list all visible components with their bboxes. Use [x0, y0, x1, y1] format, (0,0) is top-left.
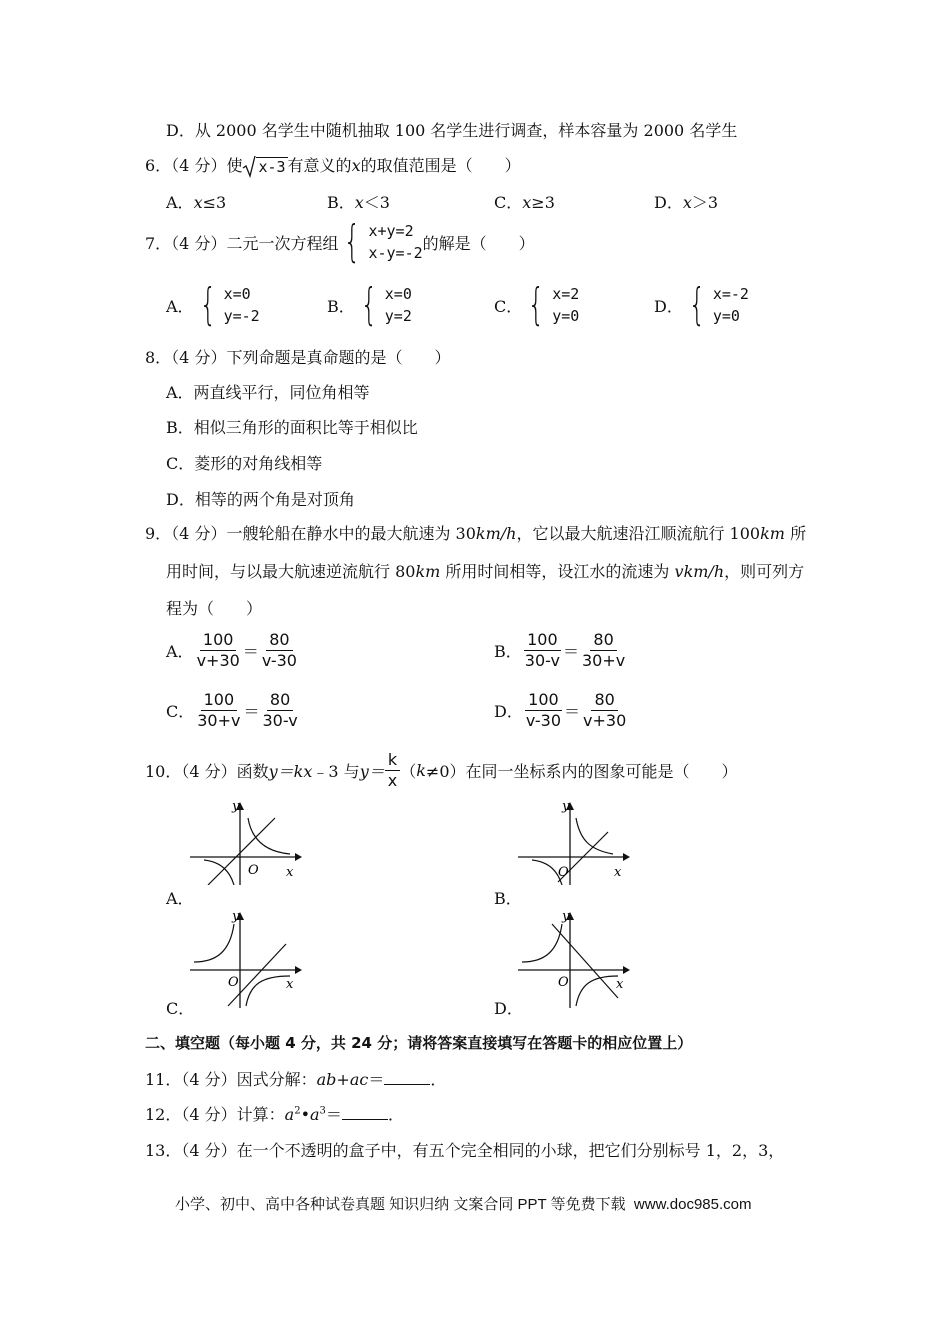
q9-text: 9．（4 分）一艘轮船在静水中的最大航速为 30 [145, 524, 476, 543]
denominator: v+30 [196, 651, 240, 670]
q8-option-d: D．相等的两个角是对顶角 [166, 490, 355, 509]
q12-prefix: 12．（4 分）计算： [145, 1105, 285, 1124]
denominator: x [387, 771, 398, 790]
fraction [194, 690, 243, 731]
q10-label-c: C． [166, 999, 195, 1018]
q6-suffix-a: 有意义的 [287, 156, 352, 175]
q7-suffix: 的解是（ ） [422, 233, 535, 253]
q6-sqrt [242, 155, 287, 179]
equals: ＝ [325, 1105, 342, 1124]
option-row: x=2 [552, 285, 580, 303]
fraction [260, 690, 301, 731]
q11 [145, 1067, 446, 1090]
q8-option-c: C．菱形的对角线相等 [166, 454, 323, 473]
brace-icon: { [344, 216, 361, 267]
numerator: 100 [201, 690, 238, 711]
origin-label: O [558, 865, 569, 880]
option-rel: ≥3 [531, 193, 555, 212]
q12-exponent: 2 [294, 1105, 301, 1117]
x-label: x [286, 977, 294, 992]
q9-line2 [166, 559, 804, 582]
option-label: C． [166, 702, 195, 721]
q6-stem [145, 153, 521, 179]
numerator: 80 [266, 630, 292, 651]
q9-option-b [494, 630, 628, 671]
section-2-title: 二、填空题（每小题 4 分，共 24 分；请将答案直接填写在答题卡的相应位置上） [145, 1034, 693, 1052]
q9-line3: 程为（ ） [166, 599, 263, 618]
equals: ＝ [564, 702, 581, 721]
option-label: B． [327, 193, 355, 212]
q10-graph-c [190, 910, 305, 1010]
q6-suffix-b: 的取值范围是（ ） [360, 156, 521, 175]
q11-expr: ab+ac [316, 1070, 369, 1089]
fraction [522, 630, 563, 671]
q9-unit: km/h [683, 562, 725, 581]
brace-icon: { [360, 279, 378, 330]
denominator: v-30 [261, 651, 297, 670]
x-label: x [616, 977, 624, 992]
option-row: y=2 [384, 307, 412, 325]
option-label: B． [327, 296, 355, 316]
q12-base: a [284, 1105, 295, 1124]
y-label: y [562, 910, 570, 924]
equals: ＝ [368, 1070, 385, 1089]
q12-end: ． [387, 1105, 404, 1124]
option-label: C． [494, 296, 523, 316]
q9-text: 用时间，与以最大航速逆流航行 80 [166, 562, 416, 581]
q9-text: ，它以最大航速沿江顺流航行 100 [516, 524, 761, 543]
option-row: x=0 [223, 285, 251, 303]
equals: ＝ [243, 702, 260, 721]
q7-eq1: x+y=2 [368, 222, 414, 240]
option-var: x [522, 193, 532, 212]
arrow-icon [623, 853, 630, 861]
q7-system [338, 216, 423, 267]
option-var: x [354, 193, 364, 212]
q10-text: ﹣3 与 [312, 762, 360, 781]
brace-icon: { [527, 279, 545, 330]
q9-line1 [145, 521, 806, 544]
option-rel: ＜3 [363, 193, 390, 212]
origin-label: O [558, 975, 569, 990]
arrow-icon [295, 966, 302, 974]
y-label: y [562, 800, 570, 814]
equals: ＝ [242, 642, 259, 661]
denominator: 30-v [262, 711, 298, 730]
q7-eq2: x-y=-2 [368, 244, 423, 262]
q5-option-d: D．从 2000 名学生中随机抽取 100 名学生进行调查，样本容量为 2000 名学生 [166, 121, 738, 140]
hyperbola-branch [194, 924, 234, 962]
q10-graph-d [518, 910, 633, 1010]
footer [175, 1193, 751, 1214]
q10-label-a: A． [166, 889, 194, 908]
q7-option-d [654, 279, 749, 330]
q10-label-d: D． [494, 999, 523, 1018]
q7-stem [145, 216, 535, 267]
q9-unit: km [760, 524, 785, 543]
brace-icon: { [688, 279, 706, 330]
q6-option-d [654, 190, 718, 213]
q7-option-b [327, 279, 412, 330]
option-label: D． [654, 296, 683, 316]
option-var: x [682, 193, 692, 212]
q12 [145, 1102, 404, 1125]
q6-option-b [327, 190, 390, 213]
q6-var: x [351, 156, 361, 175]
option-row: x=-2 [712, 285, 749, 303]
q9-text: 所用时间相等，设江水的流速为 [440, 562, 675, 581]
hyperbola-branch [522, 924, 562, 962]
option-label: D． [494, 702, 523, 721]
option-rel: ≤3 [202, 193, 227, 212]
q7-prefix: 7．（4 分）二元一次方程组 [145, 233, 339, 253]
option-row: y=-2 [223, 307, 260, 325]
q8-option-b: B．相似三角形的面积比等于相似比 [166, 418, 418, 437]
q9-text: ，则可列方 [724, 562, 805, 581]
answer-blank [384, 1070, 430, 1085]
equals: ＝ [562, 642, 579, 661]
option-label: A． [166, 296, 194, 316]
q9-option-c [166, 690, 301, 731]
numerator: 100 [525, 690, 562, 711]
q10-stem [145, 750, 738, 791]
numerator: 100 [200, 630, 237, 651]
q10-text: ≠0）在同一坐标系内的图象可能是（ ） [425, 762, 738, 781]
line-graph [208, 818, 275, 885]
fraction [580, 690, 629, 731]
option-label: A． [166, 193, 194, 212]
q8-stem: 8．（4 分）下列命题是真命题的是（ ） [145, 348, 451, 367]
origin-label: O [228, 975, 239, 990]
footer-text: 小学、初中、高中各种试卷真题 知识归纳 文案合同 PPT 等免费下载 [175, 1196, 626, 1213]
numerator: k [385, 750, 400, 771]
option-row: y=0 [552, 307, 580, 325]
q12-base: a [310, 1105, 320, 1124]
q10-graph-b [518, 800, 633, 885]
q6-radicand: x-3 [258, 157, 286, 176]
numerator: 100 [524, 630, 561, 651]
numerator: 80 [267, 690, 293, 711]
brace-icon: { [199, 279, 216, 330]
q9-option-a [166, 630, 300, 671]
q10-label-b: B． [494, 889, 522, 908]
q12-dot: • [300, 1105, 310, 1124]
y-label: y [232, 910, 240, 924]
denominator: 30-v [524, 651, 560, 670]
fraction [523, 690, 564, 731]
q10-graph-a [190, 800, 305, 885]
option-rel: ＞3 [691, 193, 719, 212]
arrow-icon [295, 853, 302, 861]
q10-text: 10．（4 分）函数 [145, 762, 269, 781]
fraction [259, 630, 300, 671]
origin-label: O [248, 863, 259, 878]
arrow-icon [623, 966, 630, 974]
q6-prefix: 6．（4 分）使 [145, 156, 243, 175]
q6-option-a [166, 190, 226, 213]
denominator: 30+v [581, 651, 626, 670]
q6-option-c [494, 190, 555, 213]
option-row: x=0 [384, 285, 412, 303]
q10-var: k [416, 761, 426, 780]
q10-func1: y＝kx [268, 762, 313, 781]
q9-text: 所 [784, 524, 807, 543]
q12-exponent: 3 [319, 1105, 326, 1117]
fraction [385, 750, 400, 791]
q13: 13．（4 分）在一个不透明的盒子中，有五个完全相同的小球，把它们分别标号 1，2，3， [145, 1141, 785, 1160]
fraction [194, 630, 243, 671]
q7-option-a [166, 279, 260, 330]
x-label: x [614, 865, 622, 880]
q9-unit: km/h [475, 524, 517, 543]
option-label: C． [494, 193, 523, 212]
q9-option-d [494, 690, 629, 731]
q10-func2: y＝ [359, 762, 385, 781]
q9-var: v [674, 562, 684, 581]
option-row: y=0 [712, 307, 740, 325]
denominator: v-30 [525, 711, 562, 730]
q7-option-c [494, 279, 580, 330]
option-label: B． [494, 642, 522, 661]
q11-prefix: 11．（4 分）因式分解： [145, 1070, 317, 1089]
q11-end: ． [430, 1070, 447, 1089]
denominator: 30+v [197, 711, 241, 730]
numerator: 80 [590, 630, 616, 651]
numerator: 80 [591, 690, 617, 711]
denominator: v+30 [583, 711, 627, 730]
fraction [579, 630, 628, 671]
q10-text: （ [400, 762, 417, 781]
answer-blank [342, 1105, 388, 1120]
hyperbola-branch [576, 818, 613, 854]
q8-option-a: A．两直线平行，同位角相等 [166, 383, 370, 402]
option-label: D． [654, 193, 683, 212]
option-label: A． [166, 642, 194, 661]
x-label: x [286, 865, 294, 880]
y-label: y [232, 800, 240, 814]
footer-link[interactable]: www.doc985.com [633, 1196, 752, 1213]
option-var: x [193, 193, 203, 212]
q9-unit: km [415, 562, 441, 581]
